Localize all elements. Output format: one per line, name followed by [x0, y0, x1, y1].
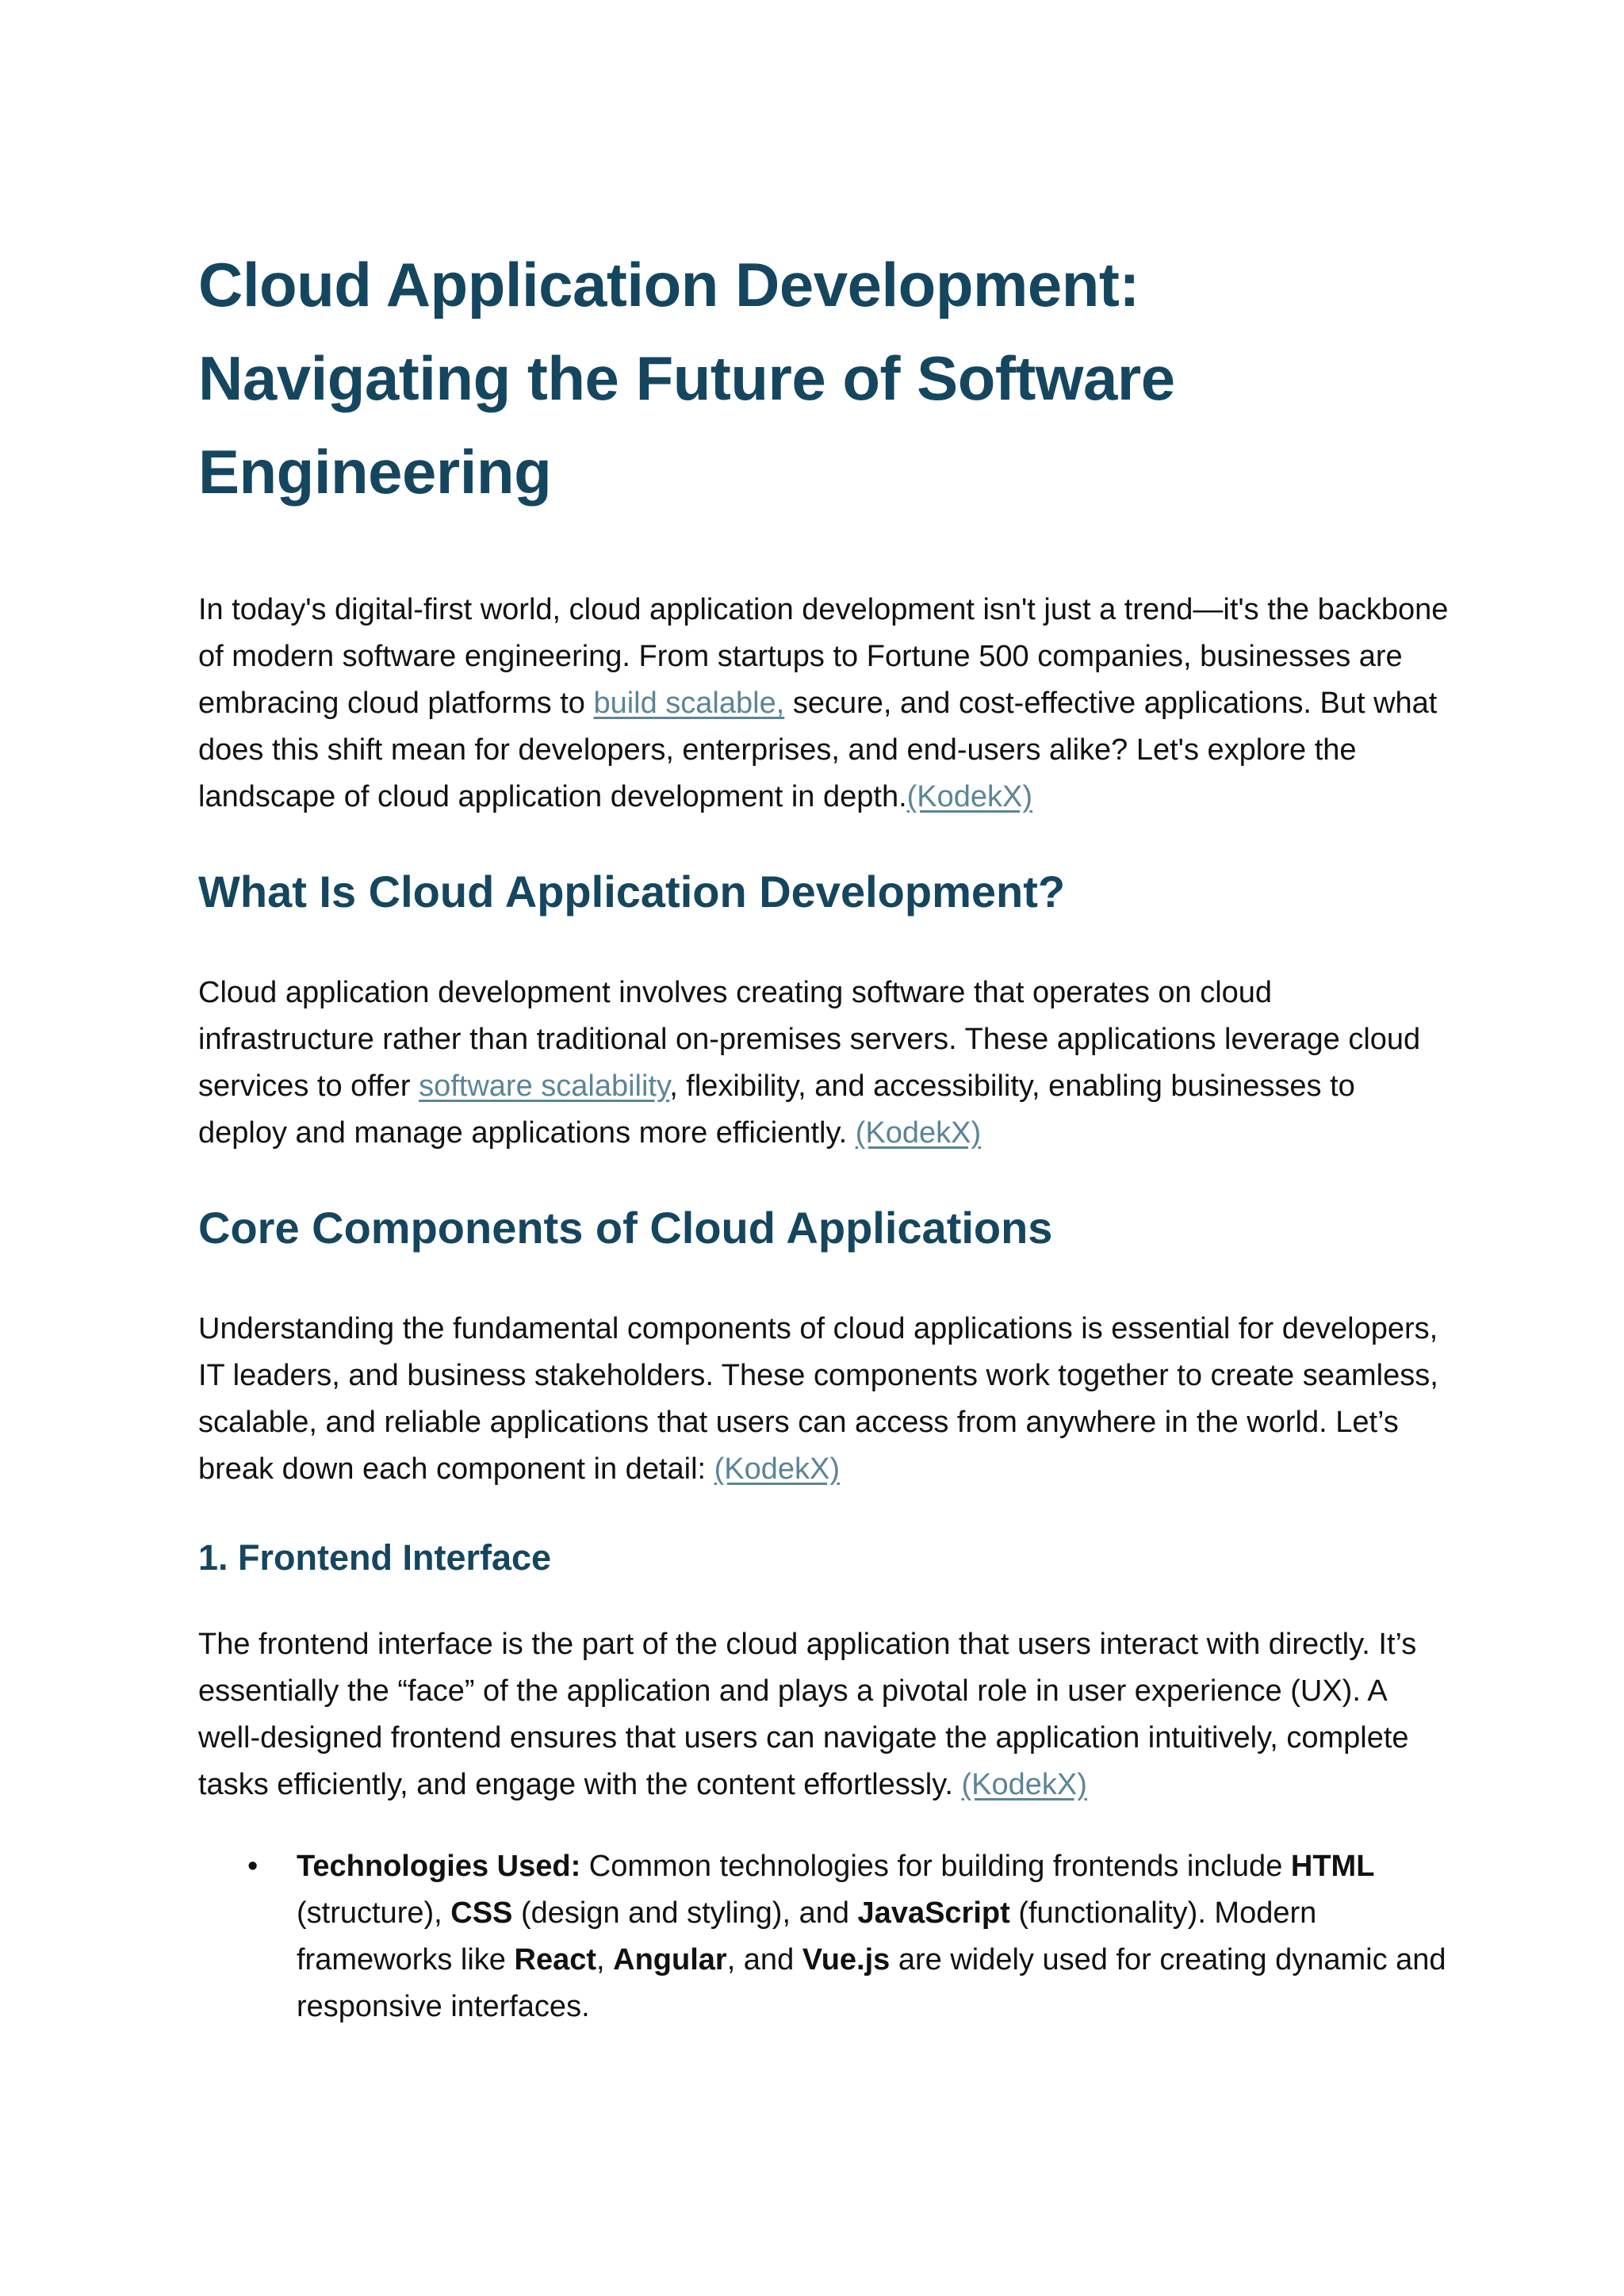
what-is-paragraph [198, 970, 1451, 1157]
section-heading-core-components: Core Components of Cloud Applications [198, 1203, 1053, 1253]
bullet-icon: • [247, 1850, 259, 1883]
what-is-text-2: , flexibility, and accessibility, enabling businesses to deploy and manage applications more efficiently. [198, 1070, 1355, 1150]
document-page [198, 238, 1451, 2030]
bullet-text: (functionality). Modern frameworks like [297, 1896, 1317, 1976]
kodekx-citation-link[interactable]: (KodekX) [961, 1768, 1087, 1801]
document-title: Cloud Application Development: Navigating the Future of Software Engineering [198, 250, 1175, 507]
section-heading-what-is: What Is Cloud Application Development? [198, 867, 1066, 916]
intro-paragraph [198, 587, 1451, 821]
core-components-paragraph [198, 1306, 1451, 1493]
frontend-paragraph [198, 1621, 1451, 1808]
core-components-text: Understanding the fundamental components of cloud applications is essential for developers, IT leaders, and business stakeholders. These components work together to create seamless, scalable, and reliable applications that users can access from anywhere in the world. Let’s break down each component in detail: [198, 1312, 1438, 1486]
bullet-bold-term: Vue.js [802, 1943, 891, 1976]
frontend-bullet-list [198, 1843, 1451, 2030]
bullet-label: Technologies Used: [297, 1850, 581, 1883]
subsection-heading-frontend: 1. Frontend Interface [198, 1537, 552, 1578]
intro-text-1: In today's digital-first world, cloud application development isn't just a trend—it's the backbone of modern software engineering. From startups to Fortune 500 companies, businesses are embracing cloud platforms to [198, 593, 1449, 720]
bullet-text: , [596, 1943, 614, 1976]
bullet-bold-term: Angular [613, 1943, 727, 1976]
bullet-bold-term: CSS [450, 1896, 513, 1930]
bullet-bold-term: JavaScript [857, 1896, 1010, 1930]
bullet-text: Common technologies for building frontends include [580, 1850, 1291, 1883]
bullet-text: (structure), [297, 1896, 451, 1930]
bullet-text: , and [726, 1943, 802, 1976]
software-scalability-link[interactable]: software scalability [419, 1070, 670, 1103]
intro-text-2: secure, and cost-effective applications. But what does this shift mean for developers, enterprises, and end-users alike? Let's explore the landscape of cloud application development in depth. [198, 687, 1438, 813]
bullet-bold-term: React [514, 1943, 596, 1976]
bullet-text: are widely used for creating dynamic and responsive interfaces. [297, 1943, 1446, 2023]
kodekx-citation-link[interactable]: (KodekX) [855, 1116, 982, 1150]
what-is-text-1: Cloud application development involves creating software that operates on cloud infrastructure rather than traditional on-premises servers. These applications leverage cloud services to offer [198, 976, 1421, 1103]
bullet-bold-term: HTML [1290, 1850, 1375, 1883]
frontend-text: The frontend interface is the part of the cloud application that users interact with directly. It’s essentially the “face” of the application and plays a pivotal role in user experience (UX). A well-designed frontend ensures that users can navigate the application intuitively, complete tasks efficiently, and engage with the content effortlessly. [198, 1628, 1417, 1801]
kodekx-citation-link[interactable]: (KodekX) [906, 780, 1033, 813]
build-scalable-link[interactable]: build scalable, [593, 687, 785, 720]
bullet-text: (design and styling), and [512, 1896, 858, 1930]
list-item [198, 1843, 1451, 2030]
kodekx-citation-link[interactable]: (KodekX) [714, 1452, 841, 1486]
